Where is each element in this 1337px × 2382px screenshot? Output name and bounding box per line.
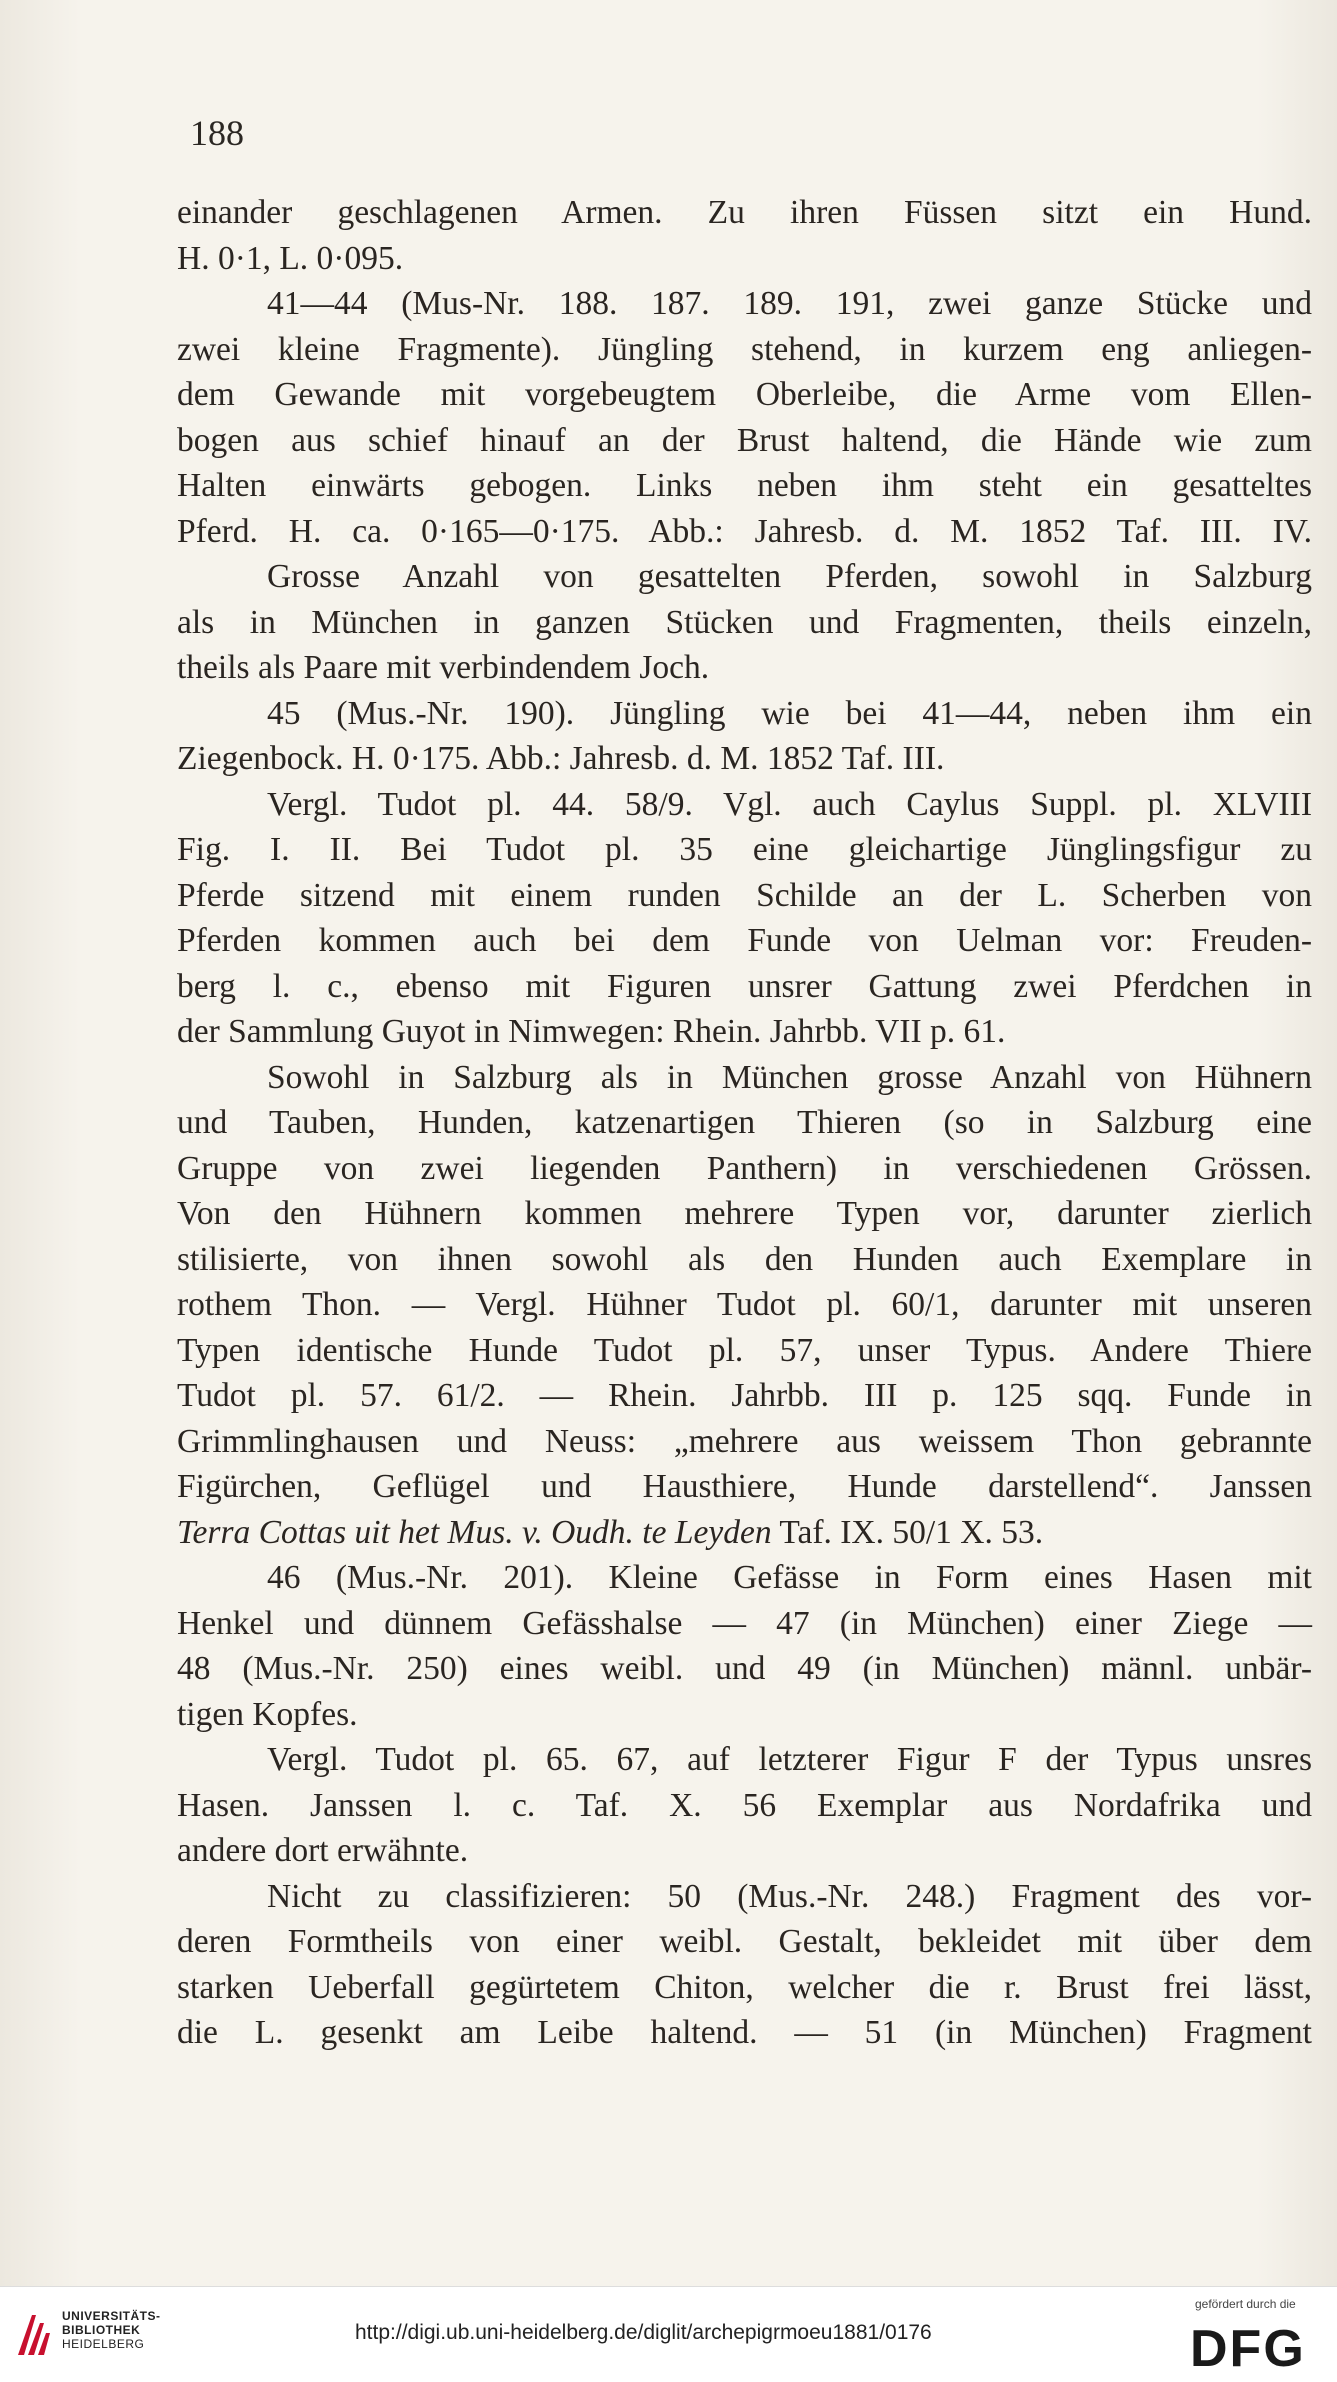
text-line: Fig. I. II. Bei Tudot pl. 35 eine gleichartige Jünglingsfigur zu [177, 831, 1312, 868]
text-line: einander geschlagenen Armen. Zu ihren Füssen sitzt ein Hund. [177, 194, 1312, 231]
text-line: Von den Hühnern kommen mehrere Typen vor, darunter zierlich [177, 1195, 1312, 1232]
text-line: zwei kleine Fragmente). Jüngling stehend, in kurzem eng anliegen- [177, 330, 1312, 368]
text-line: Sowohl in Salzburg als in München grosse Anzahl von Hühnern [267, 1058, 1312, 1096]
library-name-line2: BIBLIOTHEK [62, 2323, 141, 2337]
text-line: Terra Cottas uit het Mus. v. Oudh. te Leyden Taf. IX. 50/1 X. 53. [177, 1513, 1044, 1551]
text-line: 48 (Mus.-Nr. 250) eines weibl. und 49 (in München) männl. unbär- [177, 1650, 1312, 1687]
text-line: Grosse Anzahl von gesattelten Pferden, sowohl in Salzburg [267, 558, 1312, 595]
text-line: 45 (Mus.-Nr. 190). Jüngling wie bei 41—44, neben ihm ein [267, 694, 1312, 732]
text-line: theils als Paare mit verbindendem Joch. [177, 649, 710, 686]
permalink-url[interactable]: http://digi.ub.uni-heidelberg.de/diglit/archepigrmoeu1881/0176 [355, 2321, 932, 2344]
text-line: Nicht zu classifizieren: 50 (Mus.-Nr. 248.) Fragment des vor- [267, 1877, 1312, 1915]
body-text [177, 190, 1312, 2056]
library-name-line3: HEIDELBERG [62, 2337, 145, 2351]
text-line: tigen Kopfes. [177, 1695, 358, 1733]
text-line: stilisierte, von ihnen sowohl als den Hunden auch Exemplare in [177, 1240, 1312, 1278]
text-line: Grimmlinghausen und Neuss: „mehrere aus weissem Thon gebrannte [177, 1422, 1312, 1460]
text-line: Pferden kommen auch bei dem Funde von Uelman vor: Freuden- [177, 922, 1312, 959]
text-line: Tudot pl. 57. 61/2. — Rhein. Jahrbb. III p. 125 sqq. Funde in [177, 1377, 1312, 1414]
text-line: Vergl. Tudot pl. 44. 58/9. Vgl. auch Caylus Suppl. pl. XLVIII [267, 785, 1312, 823]
italic-title: Terra Cottas uit het Mus. v. Oudh. te Leyden [177, 1513, 772, 1551]
text-line: dem Gewande mit vorgebeugtem Oberleibe, die Arme vom Ellen- [177, 376, 1312, 413]
text-line: bogen aus schief hinauf an der Brust haltend, die Hände wie zum [177, 421, 1312, 459]
page-number: 188 [190, 113, 244, 153]
library-name [62, 2309, 161, 2351]
ub-heidelberg-logo-icon [14, 2305, 54, 2365]
sponsor-text: gefördert durch die [1195, 2297, 1296, 2311]
text-line: Halten einwärts gebogen. Links neben ihm steht ein gesatteltes [177, 467, 1312, 504]
dfg-logo: DFG [1190, 2320, 1306, 2378]
text-line: der Sammlung Guyot in Nimwegen: Rhein. Jahrbb. VII p. 61. [177, 1013, 1006, 1050]
text-line: berg l. c., ebenso mit Figuren unsrer Gattung zwei Pferdchen in [177, 967, 1312, 1005]
text-line: 41—44 (Mus-Nr. 188. 187. 189. 191, zwei ganze Stücke und [267, 285, 1312, 322]
footer-bar [0, 2286, 1337, 2382]
text-line: Hasen. Janssen l. c. Taf. X. 56 Exemplar aus Nordafrika und [177, 1786, 1312, 1824]
text-line: andere dort erwähnte. [177, 1832, 469, 1869]
text-line: die L. gesenkt am Leibe haltend. — 51 (in München) Fragment [177, 2014, 1312, 2051]
text-line: Typen identische Hunde Tudot pl. 57, unser Typus. Andere Thiere [177, 1331, 1312, 1369]
text-line: Henkel und dünnem Gefässhalse — 47 (in München) einer Ziege — [177, 1604, 1312, 1642]
text-line: H. 0·1, L. 0·095. [177, 239, 404, 277]
text-line: rothem Thon. — Vergl. Hühner Tudot pl. 60/1, darunter mit unseren [177, 1286, 1312, 1323]
library-name-line1: UNIVERSITÄTS- [62, 2309, 161, 2323]
text-line: starken Ueberfall gegürtetem Chiton, welcher die r. Brust frei lässt, [177, 1968, 1312, 2006]
text-line: Pferd. H. ca. 0·165—0·175. Abb.: Jahresb. d. M. 1852 Taf. III. IV. [177, 512, 1312, 550]
text-line: deren Formtheils von einer weibl. Gestalt, bekleidet mit über dem [177, 1923, 1312, 1960]
text-line: und Tauben, Hunden, katzenartigen Thieren (so in Salzburg eine [177, 1104, 1312, 1141]
text-line: Pferde sitzend mit einem runden Schilde an der L. Scherben von [177, 876, 1312, 914]
text-line: 46 (Mus.-Nr. 201). Kleine Gefässe in Form eines Hasen mit [267, 1559, 1312, 1596]
text-line: Gruppe von zwei liegenden Panthern) in verschiedenen Grössen. [177, 1149, 1312, 1187]
text-line: Ziegenbock. H. 0·175. Abb.: Jahresb. d. M. 1852 Taf. III. [177, 740, 945, 777]
text-line: Vergl. Tudot pl. 65. 67, auf letzterer Figur F der Typus unsres [267, 1741, 1312, 1778]
text-line: als in München in ganzen Stücken und Fragmenten, theils einzeln, [177, 603, 1312, 641]
text-line: Figürchen, Geflügel und Hausthiere, Hunde darstellend“. Janssen [177, 1468, 1312, 1505]
